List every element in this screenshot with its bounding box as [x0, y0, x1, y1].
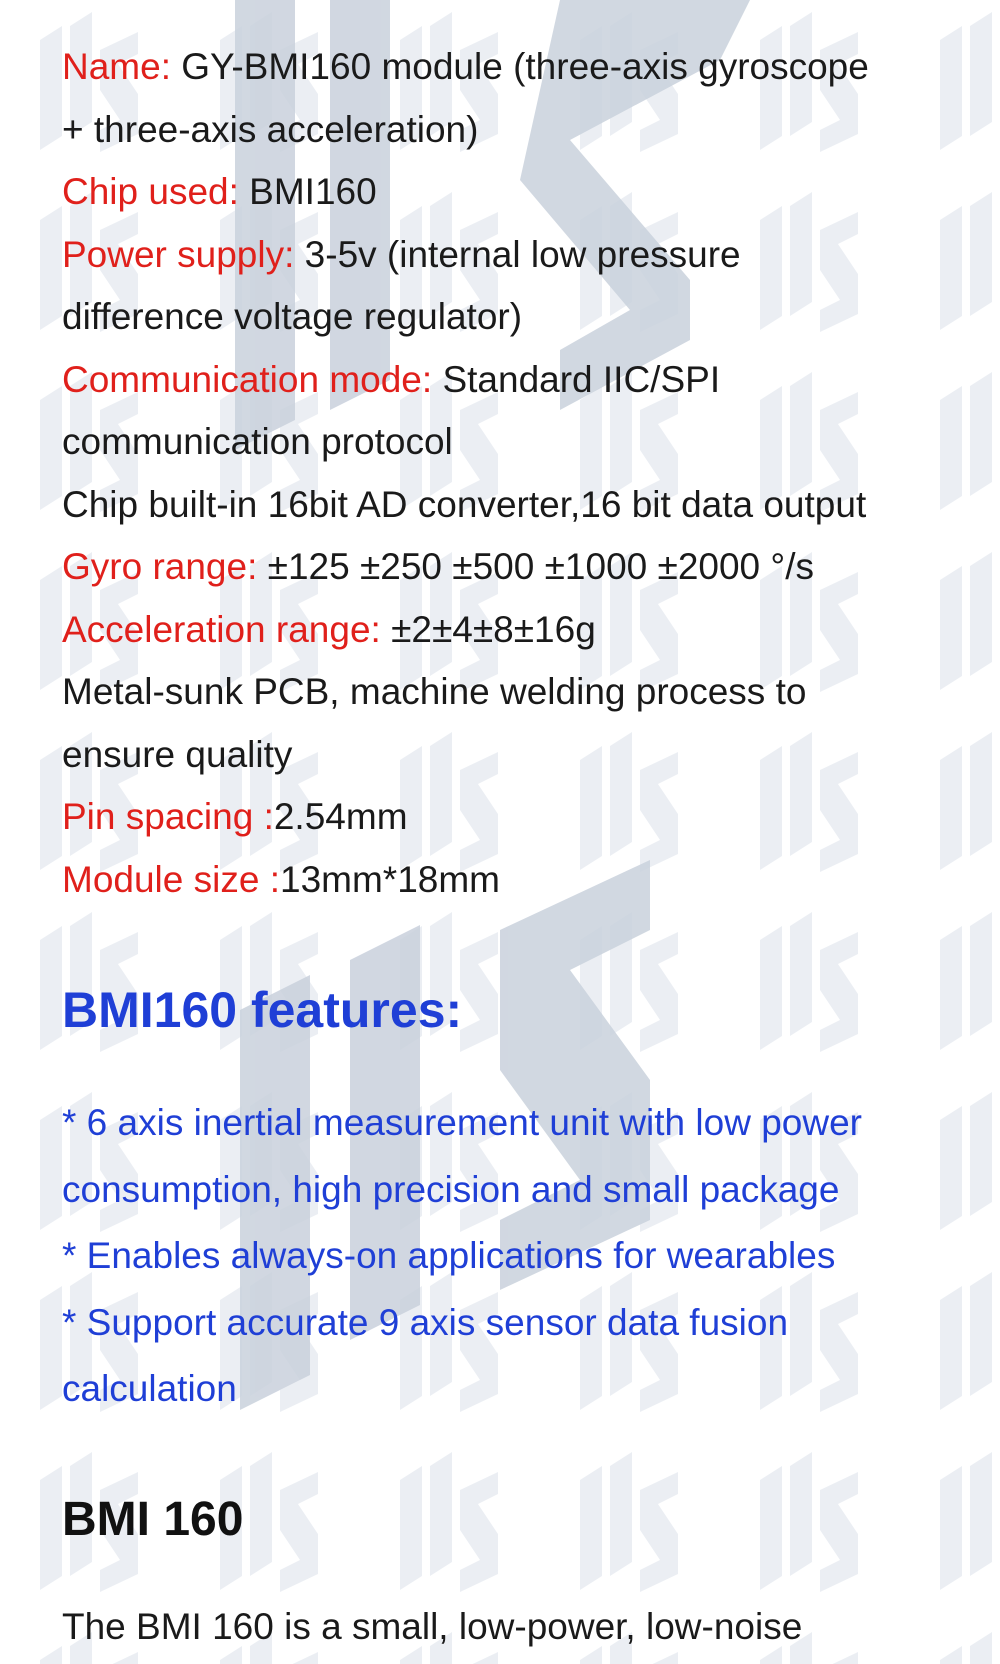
spec-chip	[62, 161, 962, 224]
spec-acceleration-range	[62, 599, 962, 662]
spec-label: Module size :	[62, 858, 280, 900]
spec-adc	[62, 474, 962, 537]
spec-value: 13mm*18mm	[280, 858, 500, 900]
spec-label: Name:	[62, 46, 171, 87]
spec-power	[62, 224, 962, 287]
spec-label: Acceleration range:	[62, 608, 381, 650]
section-title: BMI 160	[62, 1493, 244, 1546]
spec-value: ±125 ±250 ±500 ±1000 ±2000 °/s	[257, 546, 814, 587]
spec-gyro-range	[62, 536, 962, 599]
spec-label: Gyro range:	[62, 546, 258, 587]
spec-value: Metal-sunk PCB, machine welding process to	[62, 671, 807, 712]
features-title: BMI160 features:	[62, 982, 463, 1038]
feature-item: * Support accurate 9 axis sensor data fusion	[62, 1301, 789, 1343]
spec-value: Standard IIC/SPI	[432, 358, 721, 400]
spec-name	[62, 36, 962, 99]
spec-name-cont: + three-axis acceleration)	[62, 108, 479, 150]
spec-list	[62, 0, 962, 911]
section-body: The BMI 160 is a small, low-power, low-noise	[62, 1606, 803, 1647]
spec-pcb-cont: ensure quality	[62, 733, 293, 775]
spec-value: 3-5v (internal low pressure	[294, 233, 741, 275]
spec-label: Communication mode:	[62, 358, 433, 400]
page-content	[62, 0, 962, 1647]
spec-pcb	[62, 661, 962, 724]
spec-value: BMI160	[238, 171, 377, 212]
spec-label: Pin spacing :	[62, 796, 274, 837]
spec-communication-cont: communication protocol	[62, 421, 453, 462]
feature-item: calculation	[62, 1368, 237, 1409]
spec-pin-spacing	[62, 786, 962, 849]
spec-label: Chip used:	[62, 171, 239, 212]
spec-value: GY-BMI160 module (three-axis gyroscope	[170, 46, 869, 87]
feature-item: consumption, high precision and small package	[62, 1168, 840, 1210]
features-list	[62, 1090, 922, 1423]
spec-power-cont: difference voltage regulator)	[62, 296, 523, 337]
spec-communication	[62, 349, 962, 412]
spec-module-size	[62, 849, 962, 912]
feature-item: * Enables always-on applications for wearables	[62, 1235, 836, 1276]
spec-value: Chip built-in 16bit AD converter,16 bit data output	[62, 483, 867, 525]
spec-label: Power supply:	[62, 233, 295, 275]
spec-value: 2.54mm	[273, 796, 408, 837]
spec-value: ±2±4±8±16g	[380, 608, 596, 650]
feature-item: * 6 axis inertial measurement unit with low power	[62, 1102, 862, 1143]
